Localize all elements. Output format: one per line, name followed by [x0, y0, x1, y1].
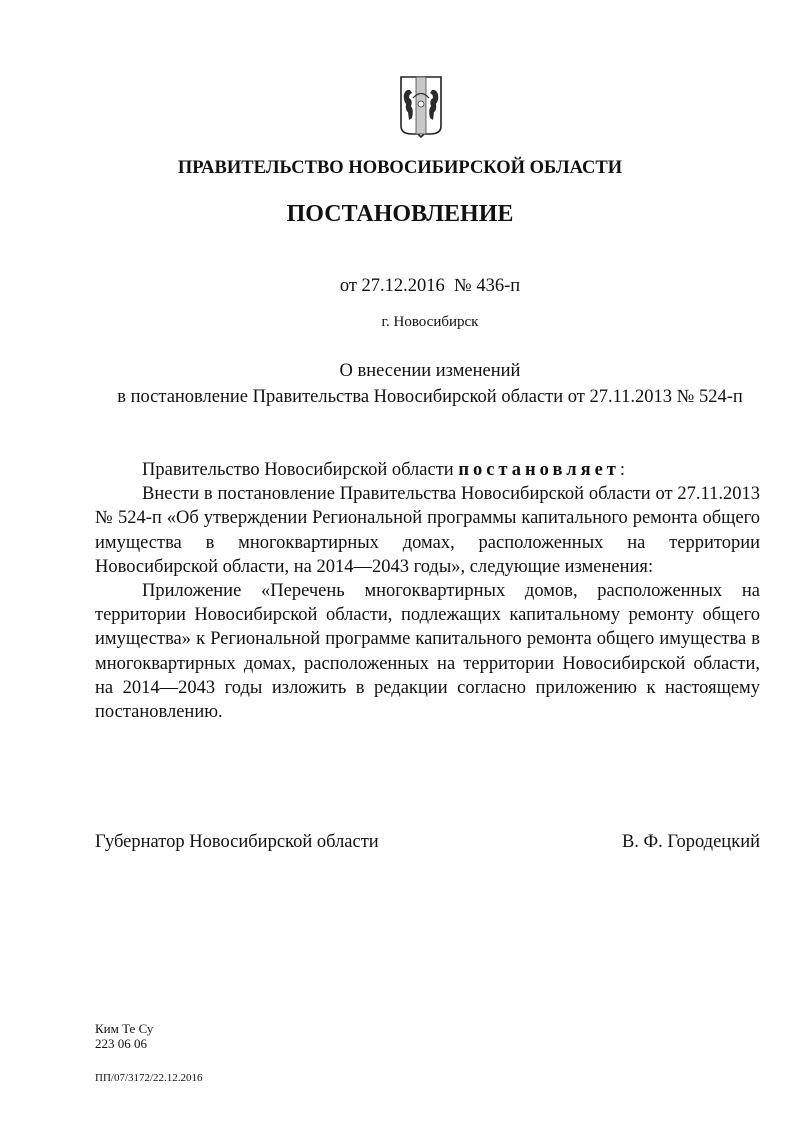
- document-subject: [0, 358, 800, 410]
- government-title: ПРАВИТЕЛЬСТВО НОВОСИБИРСКОЙ ОБЛАСТИ: [177, 158, 623, 178]
- coat-of-arms-icon: [400, 76, 442, 138]
- intro-paragraph: [95, 458, 760, 482]
- body-paragraph-2: Приложение «Перечень многоквартирных домов, расположенных на территории Новосибирской области, подлежащих капитальному ремонту общего имущества» к Региональной программе капитального ремонта общего имущества в многоквартирных домах, расположенных на территории Новосибирской области, на 2014—2043 годы изложить в редакции согласно приложению к настоящему постановлению.: [95, 581, 760, 723]
- subject-line-2: в постановление Правительства Новосибирской области от 27.11.2013 № 524-п: [117, 387, 743, 407]
- document-type: ПОСТАНОВЛЕНИЕ: [286, 201, 514, 227]
- signatory-name: В. Ф. Городецкий: [621, 832, 760, 852]
- subject-line-1: О внесении изменений: [339, 361, 521, 381]
- intro-prefix: Правительство Новосибирской области: [142, 460, 459, 480]
- body-paragraph-1: Внести в постановление Правительства Новосибирской области от 27.11.2013 № 524-п «Об утверждении Региональной программы капитального ремонта общего имущества в многоквартирных домах, расположенных на территории Новосибирской области, на 2014—2043 годы», следующие изменения:: [95, 484, 760, 577]
- executor-phone: 223 06 06: [95, 1036, 147, 1051]
- document-body: [95, 458, 760, 724]
- executor-name: Ким Те Су: [95, 1021, 154, 1036]
- document-city: г. Новосибирск: [381, 314, 479, 330]
- intro-suffix: :: [619, 460, 626, 480]
- document-code: ПП/07/3172/22.12.2016: [95, 1072, 203, 1084]
- document-date-number: от 27.12.2016 № 436-п: [339, 276, 521, 296]
- signature-block: [95, 832, 760, 853]
- resolves-word: постановляет: [458, 460, 620, 480]
- executor-info: [95, 1021, 153, 1051]
- signatory-position: Губернатор Новосибирской области: [95, 832, 379, 852]
